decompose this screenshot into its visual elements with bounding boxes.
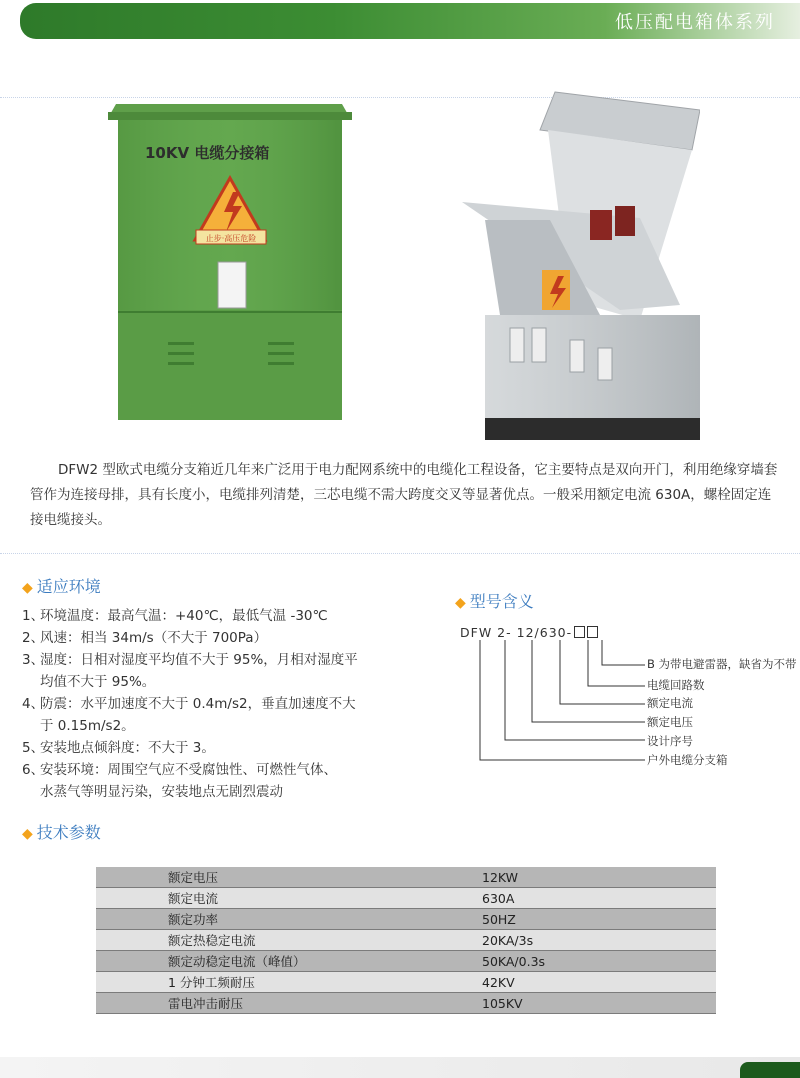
table-row: 额定电压 12KW	[96, 867, 716, 888]
list-item: 5、安装地点倾斜度：不大于 3。	[22, 740, 215, 756]
list-item: 2、风速：相当 34m/s（不大于 700Pa）	[22, 630, 268, 646]
green-cable-box-image	[108, 104, 352, 420]
list-item: 6、安装环境：周围空气应不受腐蚀性、可燃性气体、	[22, 762, 337, 778]
model-label: 电缆回路数	[647, 678, 705, 692]
model-label: B 为带电避雷器，缺省为不带	[647, 657, 797, 671]
diamond-icon: ◆	[22, 580, 33, 596]
environment-heading: ◆ 适应环境	[22, 577, 101, 596]
warning-label: 止步·高压危险	[205, 234, 257, 243]
model-label: 额定电压	[647, 715, 693, 729]
footer-band	[0, 1057, 800, 1078]
model-label: 设计序号	[647, 734, 693, 748]
blank-box	[587, 626, 598, 638]
table-row: 额定动稳定电流（峰值） 50KA/0.3s	[96, 951, 716, 972]
grey-cable-box-image	[462, 92, 700, 440]
list-item-continuation: 于 0.15m/s2。	[40, 718, 135, 734]
diamond-icon: ◆	[455, 595, 466, 611]
model-heading: ◆ 型号含义	[455, 592, 534, 611]
table-row: 额定功率 50HZ	[96, 909, 716, 930]
list-item-continuation: 水蒸气等明显污染，安装地点无剧烈震动	[40, 784, 283, 800]
page-title: 低压配电箱体系列	[615, 12, 775, 33]
model-label: 户外电缆分支箱	[647, 753, 728, 767]
product-photos	[100, 90, 700, 450]
list-item-continuation: 均值不大于 95%。	[40, 674, 156, 690]
list-item: 1、环境温度：最高气温：+40℃，最低气温 -30℃	[22, 608, 328, 624]
box-label: 10KV 电缆分接箱	[145, 144, 270, 162]
table-row: 1 分钟工频耐压 42KV	[96, 972, 716, 993]
diamond-icon: ◆	[22, 826, 33, 842]
table-row: 额定热稳定电流 20KA/3s	[96, 930, 716, 951]
model-label: 额定电流	[647, 696, 693, 710]
list-item: 4、防震：水平加速度不大于 0.4m/s2，垂直加速度不大	[22, 696, 356, 712]
specs-heading: ◆ 技术参数	[22, 823, 101, 842]
blank-box	[574, 626, 585, 638]
specs-table	[96, 867, 716, 1014]
list-item: 3、湿度：日相对湿度平均值不大于 95%，月相对湿度平	[22, 652, 358, 668]
divider	[0, 553, 800, 554]
table-row: 额定电流 630A	[96, 888, 716, 909]
model-connector-lines	[460, 640, 660, 770]
environment-list	[22, 605, 402, 803]
footer-corner	[740, 1062, 800, 1078]
intro-paragraph: DFW2 型欧式电缆分支箱近几年来广泛用于电力配网系统中的电缆化工程设备，它主要特点是双向开门，利用绝缘穿墙套管作为连接母排，具有长度小，电缆排列清楚，三芯电缆不需大跨度交叉等显著优点。一般采用额定电流 630A，螺栓固定连接电缆接头。	[30, 462, 778, 528]
model-code: DFW 2- 12/630-	[460, 625, 598, 640]
table-row: 雷电冲击耐压 105KV	[96, 993, 716, 1014]
